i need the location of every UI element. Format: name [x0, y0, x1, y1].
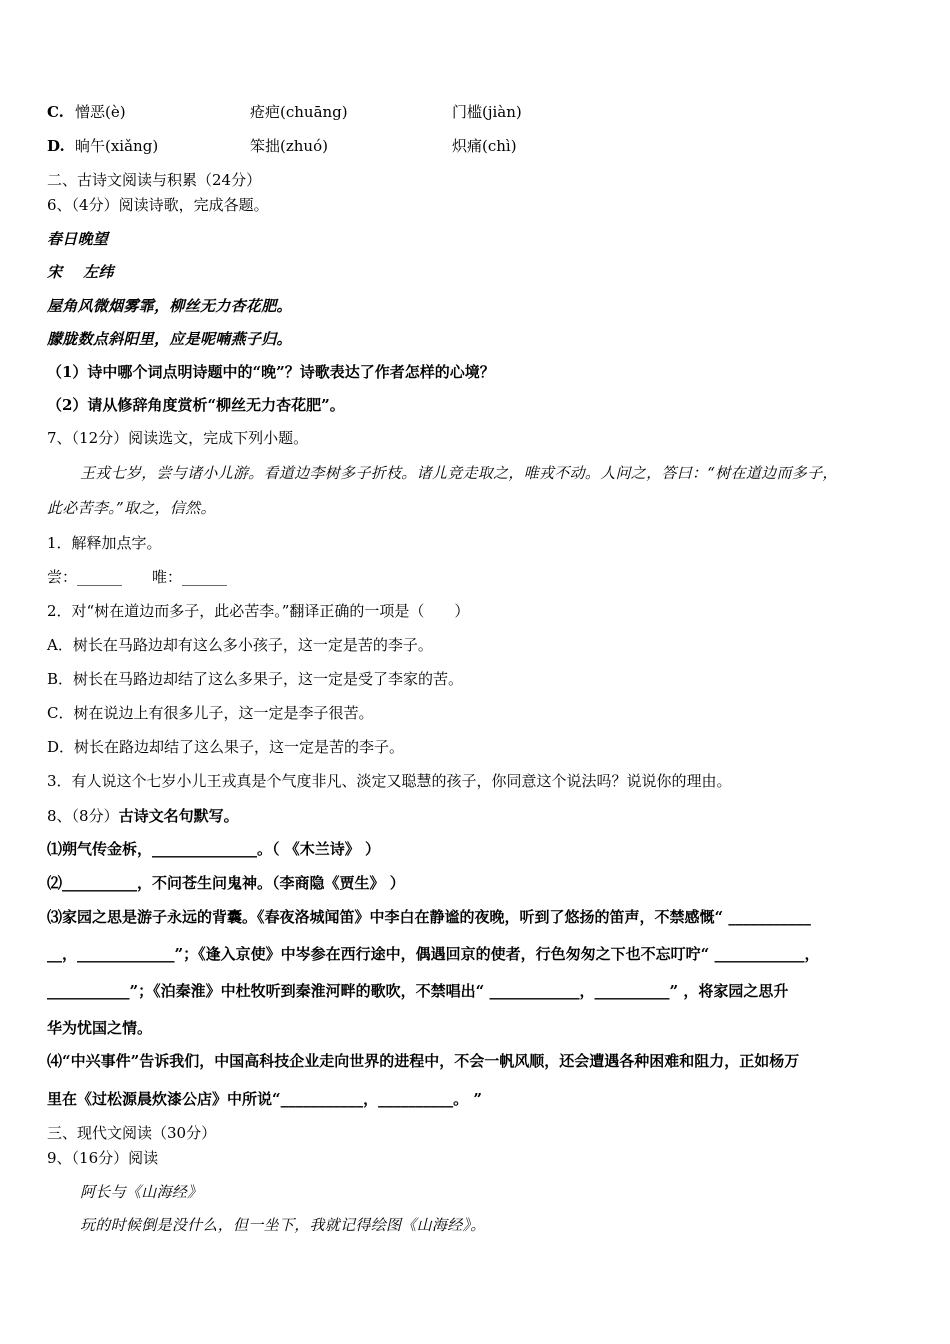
poem-title: 春日晚望 [47, 230, 109, 248]
q8-sentence-1: ⑴朔气传金柝，______________。（ 《木兰诗》 ） [47, 840, 380, 858]
q7-header: 7、（12分）阅读选文，完成下列小题。 [47, 429, 309, 447]
q9-header: 9、（16分）阅读 [47, 1149, 159, 1167]
q9-article-first-line: 玩的时候倒是没什么，但一坐下，我就记得绘图《山海经》。 [80, 1216, 486, 1234]
q7-sub-question-3: 3．有人说这个七岁小儿王戎真是个气度非凡、淡定又聪慧的孩子，你同意这个说法吗？说说你的理由。 [47, 772, 732, 790]
q7-option-c: C．树在说边上有很多儿子，这一定是李子很苦。 [47, 704, 374, 722]
option-d-word-3: 炽痛(chì) [452, 137, 517, 155]
poem-line-1: 屋角风微烟雾霏，柳丝无力杏花肥。 [47, 297, 292, 315]
q7-option-d: D．树长在路边却结了这么果子，这一定是苦的李子。 [47, 738, 405, 756]
q8-header [47, 805, 239, 827]
q7-passage-line-1: 王戎七岁，尝与诸小儿游。看道边李树多子折枝。诸儿竞走取之，唯戎不动。人问之，答曰：“树在道边而多子， [80, 464, 838, 482]
q8-sentence-4-line-2: 里在《过松源晨炊漆公店》中所说“___________，__________。 ” [47, 1090, 482, 1108]
poem-author: 宋 左纬 [47, 263, 114, 281]
q6-header: 6、（4分）阅读诗歌，完成各题。 [47, 196, 269, 214]
option-d-word-1: 晌午(xiǎng) [75, 137, 159, 155]
q8-sentence-3-line-1: ⑶家园之思是游子永远的背囊。《春夜洛城闻笛》中李白在静谧的夜晚，听到了悠扬的笛声，不禁感慨“ ___________ [47, 908, 811, 926]
q6-sub-question-2: （2）请从修辞角度赏析“柳丝无力杏花肥”。 [47, 396, 345, 414]
q7-passage-line-2: 此必苦李。”取之，信然。 [47, 499, 216, 517]
option-c-word-1: 憎恶(è) [75, 103, 126, 121]
q8-header-number: 8、（8分） [47, 807, 119, 825]
option-d-word-2: 笨拙(zhuó) [250, 137, 328, 155]
option-c-letter: C. [47, 103, 64, 121]
poem-line-2: 朦胧数点斜阳里，应是呢喃燕子归。 [47, 330, 292, 348]
q7-option-b: B．树长在马路边却结了这么多果子，这一定是受了李家的苦。 [47, 670, 464, 688]
option-d-letter: D. [47, 137, 65, 155]
option-c-word-3: 门槛(jiàn) [452, 103, 522, 121]
option-c-word-2: 疮疤(chuāng) [250, 103, 348, 121]
q7-blanks: 尝：______ 唯：______ [47, 568, 228, 586]
q9-article-title: 阿长与《山海经》 [80, 1183, 203, 1201]
q6-sub-question-1: （1）诗中哪个词点明诗题中的“晚”？诗歌表达了作者怎样的心境？ [47, 363, 495, 381]
q8-sentence-4-line-1: ⑷“中兴事件”告诉我们，中国高科技企业走向世界的进程中，不会一帆风顺，还会遭遇各种困难和阻力，正如杨万 [47, 1052, 800, 1070]
q7-sub-question-2: 2．对“树在道边而多子，此必苦李。”翻译正确的一项是（ ） [47, 602, 470, 620]
q8-sentence-3-line-3: ___________”；《泊秦淮》中杜牧听到秦淮河畔的歌吹，不禁唱出“ ____________，__________” ，将家园之思升 [47, 982, 789, 1000]
q8-sentence-3-line-4: 华为忧国之情。 [47, 1019, 153, 1037]
section-2-title: 二、古诗文阅读与积累（24分） [47, 171, 262, 189]
q8-sentence-3-line-2: __，_____________”；《逢入京使》中岑参在西行途中，偶遇回京的使者，行色匆匆之下也不忘叮咛“ ____________， [47, 945, 820, 963]
q7-sub-question-1: 1．解释加点字。 [47, 534, 162, 552]
q8-header-text: 古诗文名句默写。 [118, 807, 239, 825]
q7-option-a: A．树长在马路边却有这么多小孩子，这一定是苦的李子。 [47, 636, 433, 654]
q8-sentence-2: ⑵__________，不问苍生问鬼神。（李商隐《贾生》 ） [47, 874, 405, 892]
section-3-title: 三、现代文阅读（30分） [47, 1124, 217, 1142]
